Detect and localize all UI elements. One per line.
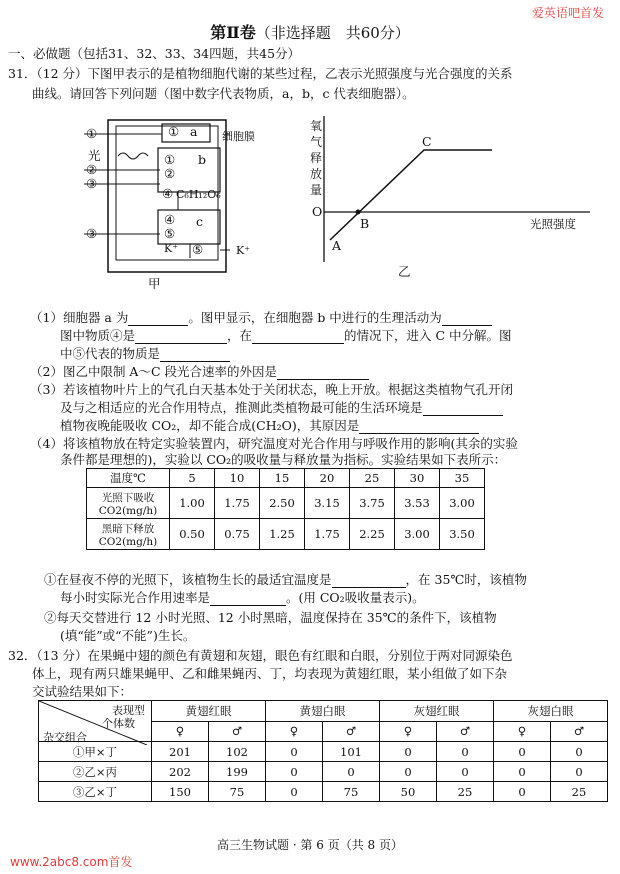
- label-n4b: ④: [164, 212, 176, 227]
- table-row: [39, 701, 608, 722]
- phenotype-header: 灰翅白眼: [494, 701, 608, 722]
- caption-jia: 甲: [148, 276, 161, 291]
- row-label-light: 光照下吸收 CO2(mg/h): [87, 488, 170, 519]
- answer-blank[interactable]: [359, 420, 479, 434]
- q31-4-1-line2: 每小时实际光合作用速率是 。(用 CO₂吸收量表示)。: [60, 590, 425, 605]
- phenotype-header: 黄翅红眼: [152, 701, 266, 722]
- q31-p1-line3: 中⑤代表的物质是: [60, 344, 230, 362]
- cross-table: [38, 700, 608, 802]
- q31-p4-line1: （4）将该植物放在特定实验装置内，研究温度对光合作用与呼吸作用的影响(其余的实验: [30, 436, 518, 451]
- page-footer: 高三生物试题 · 第 6 页（共 8 页）: [217, 838, 403, 852]
- q31-p3-line3: 植物夜晚能吸收 CO₂，却不能合成(CH₂O)，其原因是: [60, 416, 479, 434]
- q31-p3-line2: 及与之相适应的光合作用特点，推测此类植物最可能的生活环境是: [60, 398, 503, 416]
- yi-point-c: C: [422, 134, 432, 149]
- label-light: 光: [88, 148, 101, 163]
- q31-p1-line1: （1）细胞器 a 为 。图甲显示，在细胞器 b 中进行的生理活动为: [30, 308, 492, 326]
- q31-intro-2: 曲线。请回答下列问题（图中数字代表物质，a，b，c 代表细胞器）。: [32, 86, 415, 101]
- answer-blank[interactable]: [332, 574, 406, 588]
- q31-p4-line2: 条件都是理想的)，实验以 CO₂的吸收量与释放量为指标。实验结果如下表所示：: [60, 452, 507, 467]
- table-row: 光照下吸收 CO2(mg/h) 1.00 1.75 2.50 3.15 3.75 3.53 3.00: [87, 488, 485, 519]
- label-n2: ②: [86, 162, 98, 177]
- organelle-c: c: [196, 214, 204, 229]
- table-header-temp: 温度℃: [87, 469, 170, 488]
- phenotype-header: 灰翅红眼: [380, 701, 494, 722]
- answer-blank[interactable]: [210, 592, 286, 606]
- row-label-dark: 黑暗下释放 CO2(mg/h): [87, 519, 170, 550]
- label-glucose: C₆H₁₂O₆: [176, 188, 221, 201]
- q31-4-2-line1: ②每天交替进行 12 小时光照、12 小时黑暗，温度保持在 35℃的条件下，该植物: [44, 610, 497, 625]
- title-main: 第Ⅱ卷: [210, 23, 256, 42]
- label-n2b: ②: [164, 166, 176, 181]
- organelle-a: a: [190, 124, 198, 139]
- yi-origin: O: [312, 204, 323, 219]
- q32-intro-3: 交试验结果如下：: [32, 684, 133, 699]
- yi-point-b: B: [360, 216, 370, 231]
- label-n3: ③: [86, 176, 98, 191]
- answer-blank[interactable]: [252, 330, 344, 344]
- q31-p2: （2）图乙中限制 A～C 段光合速率的外因是: [30, 362, 369, 380]
- yi-xlabel: 光照强度: [530, 217, 576, 231]
- label-n3b: ③: [86, 226, 98, 241]
- answer-blank[interactable]: [128, 312, 188, 326]
- label-n1c: ①: [164, 152, 176, 167]
- answer-blank[interactable]: [423, 402, 503, 416]
- q31-p1-line2: 图中物质④是 ，在 的情况下，进入 C 中分解。图: [60, 328, 512, 343]
- diagram-jia: [78, 112, 288, 292]
- q31-4-2-line2: (填“能”或“不能”)生长。: [60, 628, 196, 643]
- answer-blank[interactable]: [135, 330, 227, 344]
- q31-4-1-line1: ①在昼夜不停的光照下，该植物生长的最适宜温度是 ，在 35℃时，该植物: [44, 572, 527, 587]
- table-row: ①甲×丁 201 102 0 101 0 0 0 0: [39, 742, 608, 762]
- table-corner: 表现型 个体数 杂交组合: [39, 701, 152, 742]
- table-row: 黑暗下释放 CO2(mg/h) 0.50 0.75 1.25 1.75 2.25 3.00 3.50: [87, 519, 485, 550]
- watermark-bottom: www.2abc8.com首发: [10, 855, 133, 869]
- label-k-out: K⁺: [236, 244, 251, 257]
- page-title: [0, 20, 620, 43]
- table-row: 温度℃ 5 10 15 20 25 30 35: [87, 469, 485, 488]
- label-membrane: 细胞膜: [222, 130, 255, 143]
- yi-point-a: A: [332, 238, 342, 253]
- answer-blank[interactable]: [277, 366, 369, 380]
- q32-intro-2: 体上，现有两只雄果蝇甲、乙和雌果蝇丙、丁，均表现为黄翅红眼，某小组做了如下杂: [32, 666, 508, 681]
- table-row: ③乙×丁 150 75 0 75 50 25 0 25: [39, 782, 608, 802]
- title-sub: （非选择题 共60分）: [255, 24, 410, 42]
- label-k-in: K⁺: [164, 242, 179, 255]
- table-row: ♀ ♂ ♀ ♂ ♀ ♂ ♀ ♂: [39, 721, 608, 742]
- label-n4: ④: [162, 186, 174, 201]
- temperature-table: [86, 468, 485, 550]
- q31-intro-1: 31．（12 分）下图甲表示的是植物细胞代谢的某些过程，乙表示光照强度与光合强度的关系: [8, 66, 513, 81]
- answer-blank[interactable]: [160, 348, 230, 362]
- q32-intro-1: 32．（13 分）在果蝇中翅的颜色有黄翅和灰翅，眼色有红眼和白眼，分别位于两对同源染色: [8, 648, 513, 663]
- phenotype-header: 黄翅白眼: [266, 701, 380, 722]
- table-row: ②乙×丙 202 199 0 0 0 0 0 0: [39, 762, 608, 782]
- diagram-yi: [306, 112, 596, 282]
- caption-yi: 乙: [398, 264, 411, 279]
- watermark-top: 爱英语吧首发: [531, 6, 604, 20]
- q31-p3-line1: （3）若该植物叶片上的气孔白天基本处于关闭状态，晚上开放。根据这类植物气孔开闭: [30, 382, 513, 397]
- label-n5: ⑤: [164, 226, 176, 241]
- label-n1b: ①: [168, 124, 180, 139]
- section-heading: 一、必做题（包括31、32、33、34四题，共45分）: [8, 46, 301, 61]
- label-n5b: ⑤: [192, 242, 204, 257]
- answer-blank[interactable]: [442, 312, 492, 326]
- organelle-b: b: [198, 152, 207, 167]
- yi-ylabel: 氧气释放量: [310, 119, 323, 197]
- label-n1: ①: [86, 126, 98, 141]
